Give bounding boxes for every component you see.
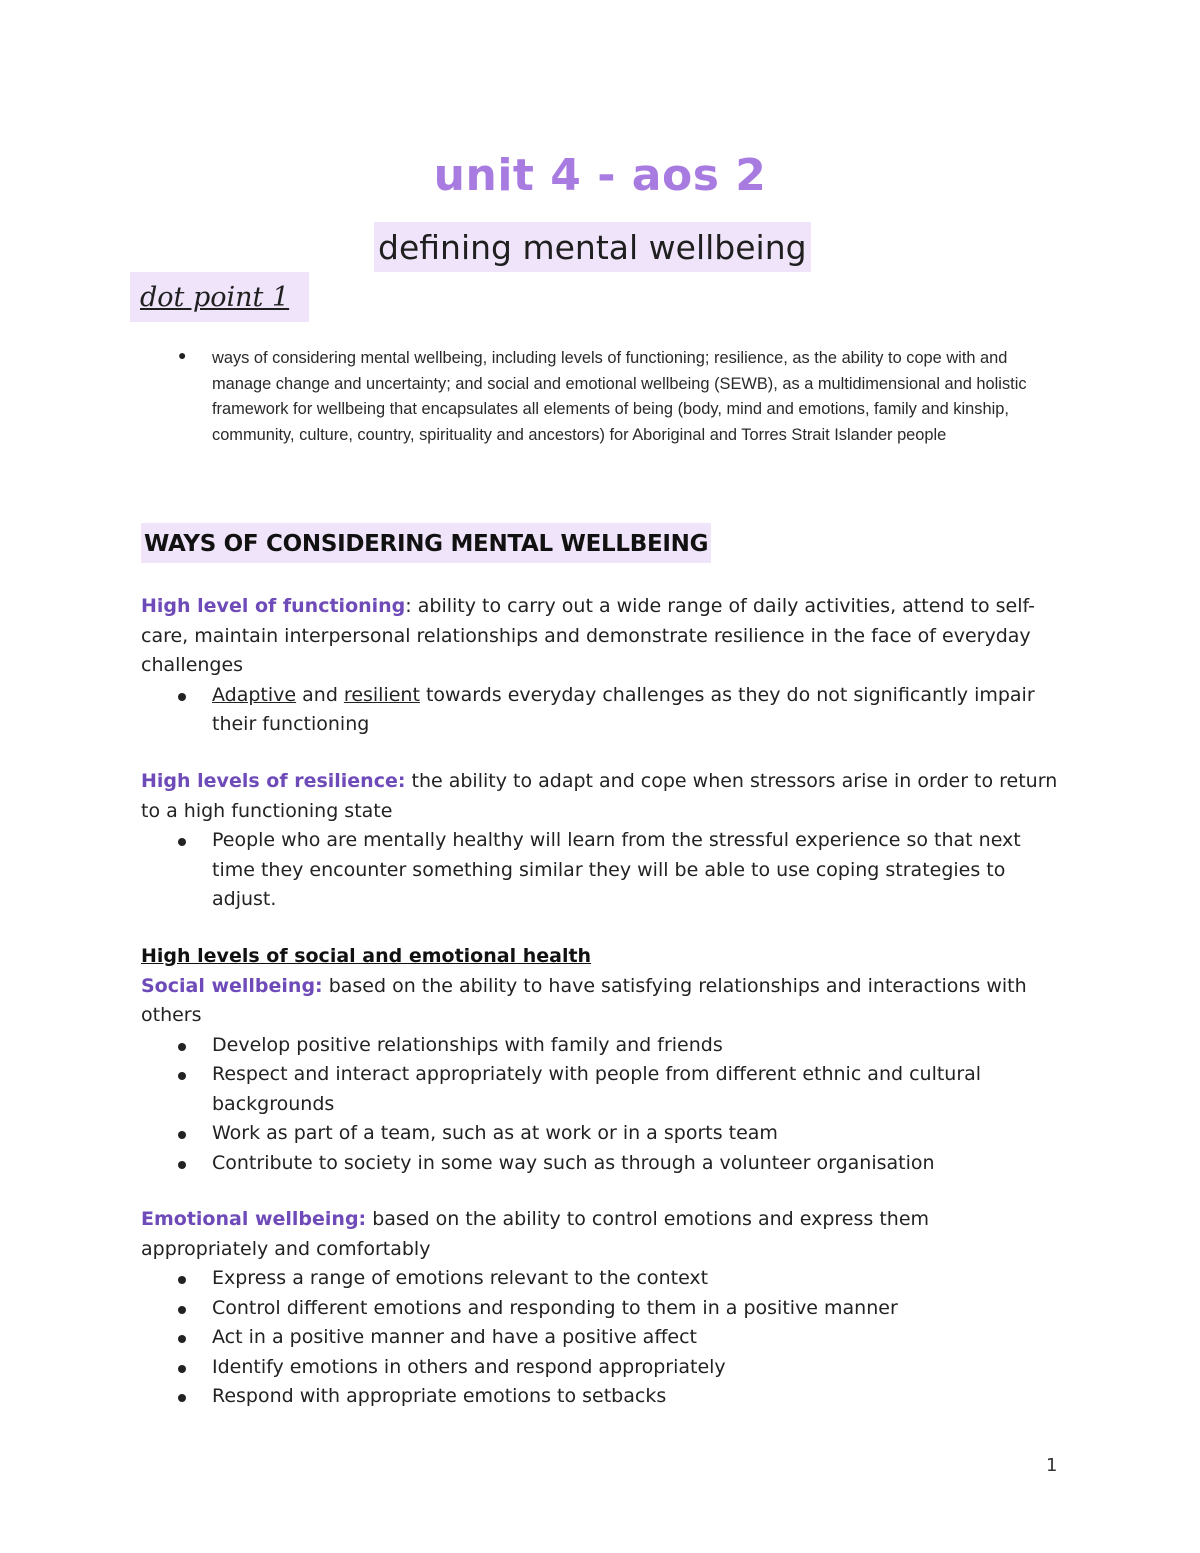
list-item: Work as part of a team, such as at work or in a sports team <box>212 1119 1061 1149</box>
bullet-text: and <box>296 683 344 706</box>
list-item: Develop positive relationships with family and friends <box>212 1031 1061 1061</box>
emotional-definition: based on the ability to control emotions and express them appropriately and comfortably <box>141 1208 930 1260</box>
list-item: Act in a positive manner and have a positive affect <box>212 1323 1061 1353</box>
emotional-term: Emotional wellbeing: <box>141 1208 367 1230</box>
social-emotional-heading: High levels of social and emotional health <box>141 945 592 967</box>
list-item: Identify emotions in others and respond appropriately <box>212 1353 1061 1383</box>
resilience-term: High levels of resilience: <box>141 770 406 792</box>
functioning-block <box>141 592 1061 740</box>
dot-point-label-box <box>130 272 309 322</box>
resilience-block <box>141 767 1061 915</box>
dot-point-label: dot point 1 <box>140 282 290 313</box>
list-item: People who are mentally healthy will learn from the stressful experience so that next time they encounter something similar they will be able to use coping strategies to adjust. <box>212 826 1061 915</box>
functioning-term: High level of functioning <box>141 595 406 617</box>
emotional-block <box>141 1205 1061 1412</box>
list-item: Respect and interact appropriately with people from different ethnic and cultural backgrounds <box>212 1060 1061 1119</box>
page-number: 1 <box>1046 1455 1058 1476</box>
list-item: Respond with appropriate emotions to setbacks <box>212 1382 1061 1412</box>
page-subtitle: defining mental wellbeing <box>374 222 811 272</box>
adaptive-word: Adaptive <box>212 683 297 706</box>
list-item: Contribute to society in some way such as through a volunteer organisation <box>212 1149 1061 1179</box>
social-bullets <box>141 1031 1061 1179</box>
functioning-bullets <box>141 681 1061 740</box>
bullet-text: towards everyday challenges as they do not significantly impair their functioning <box>212 683 1035 735</box>
functioning-paragraph <box>141 592 1061 681</box>
functioning-definition: : ability to carry out a wide range of daily activities, attend to self-care, maintain interpersonal relationships and demonstrate resilience in the face of everyday challenges <box>141 595 1036 676</box>
social-definition: based on the ability to have satisfying relationships and interactions with others <box>141 974 1027 1026</box>
resilience-bullets <box>141 826 1061 915</box>
social-term: Social wellbeing: <box>141 974 323 997</box>
list-item: Control different emotions and responding to them in a positive manner <box>212 1294 1061 1324</box>
bullet-marker: ● <box>178 347 187 363</box>
curriculum-point: ways of considering mental wellbeing, including levels of functioning; resilience, as the ability to cope with and manage change and uncertainty; and social and emotional wellbeing (SEWB), as a multidimensional and holistic framework for wellbeing that encapsulates all elements of being (body, mind and emotions, family and kinship, community, culture, country, spirituality and ancestors) for Aboriginal and Torres Strait Islander people <box>212 349 1027 444</box>
resilience-paragraph <box>141 767 1061 826</box>
resilient-word: resilient <box>343 683 420 706</box>
social-paragraph <box>141 972 1061 1031</box>
social-emotional-block <box>141 942 1061 1178</box>
emotional-bullets <box>141 1264 1061 1412</box>
section-heading: WAYS OF CONSIDERING MENTAL WELLBEING <box>141 523 711 563</box>
emotional-paragraph <box>141 1205 1061 1264</box>
resilience-definition: the ability to adapt and cope when stressors arise in order to return to a high functioning state <box>141 770 1058 822</box>
list-item: Express a range of emotions relevant to the context <box>212 1264 1061 1294</box>
page-title: unit 4 - aos 2 <box>433 150 767 201</box>
list-item <box>212 681 1061 740</box>
